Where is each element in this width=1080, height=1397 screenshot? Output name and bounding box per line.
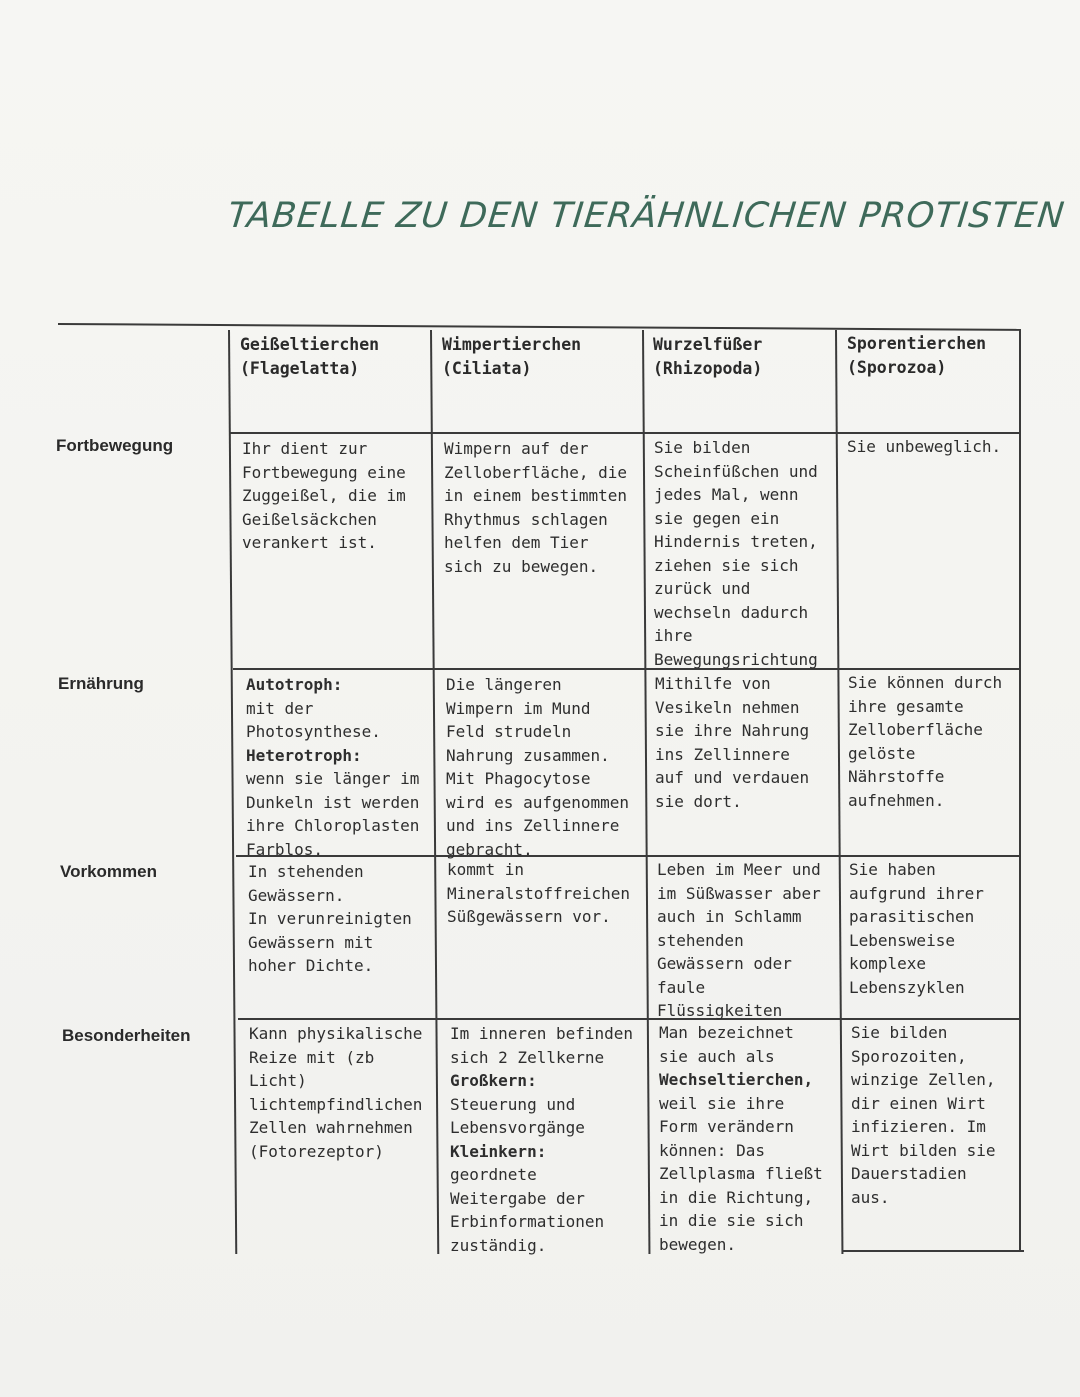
column-header-1: Geißeltierchen (Flagelatta) — [240, 335, 380, 378]
heterotroph-label: Heterotroph: — [246, 745, 362, 765]
kleinkern-label: Kleinkern: — [450, 1141, 547, 1161]
autotroph-label: Autotroph: — [246, 675, 343, 694]
cell-ernaehrung-geisseltierchen: Autotroph: mit der Photosynthese. Heterotroph: wenn sie länger im Dunkeln ist werden ihre Chloroplasten Farblos. — [246, 675, 420, 859]
table-bottom-line — [842, 1250, 1024, 1252]
header-bottom-line — [230, 432, 1021, 434]
cell-besonderheiten-wurzelfuesser: Man bezeichnet sie auch als Wechseltierchen, weil sie ihre Form verändern können: Das Zellplasma fließt in die Richtung, in die sie sich bewegen. — [659, 1023, 823, 1254]
cell-fortbewegung-wimpertierchen: Wimpern auf der Zelloberfläche, die in einem bestimmten Rhythmus schlagen helfen dem Tier sich zu bewegen. — [444, 439, 628, 576]
row-label-fortbewegung: Fortbewegung — [56, 436, 174, 455]
cell-ernaehrung-wimpertierchen: Die längeren Wimpern im Mund Feld strudeln Nahrung zusammen. Mit Phagocytose wird es aufgenommen und ins Zellinnere gebracht. — [446, 675, 630, 859]
cell-ernaehrung-sporentierchen: Sie können durch ihre gesamte Zelloberfläche gelöste Nährstoffe aufnehmen. — [848, 673, 1003, 810]
table-top-line — [58, 323, 1021, 331]
cell-vorkommen-wimpertierchen: kommt in Mineralstoffreichen Süßgewässern vor. — [447, 860, 631, 926]
column-header-3: Wurzelfüßer (Rhizopoda) — [653, 335, 763, 378]
row1-bottom-line — [233, 668, 1021, 670]
cell-besonderheiten-geisseltierchen: Kann physikalische Reize mit (zb Licht) lichtempfindlichen Zellen wahrnehmen (Fotorezeptor) — [249, 1024, 423, 1161]
col-line-2 — [430, 330, 439, 1254]
cell-fortbewegung-wurzelfuesser: Sie bilden Scheinfüßchen und jedes Mal, wenn sie gegen ein Hindernis treten, ziehen sie sich zurück und wechseln dadurch ihre Bewegungsrichtung — [654, 438, 818, 669]
cell-vorkommen-wurzelfuesser: Leben im Meer und im Süßwasser aber auch in Schlamm stehenden Gewässern oder faule Flüssigkeiten — [657, 860, 821, 1020]
row-label-besonderheiten: Besonderheiten — [62, 1026, 191, 1045]
row-label-vorkommen: Vorkommen — [60, 862, 157, 881]
col-line-1 — [228, 330, 237, 1254]
row3-bottom-line — [238, 1018, 1021, 1020]
cell-besonderheiten-sporentierchen: Sie bilden Sporozoiten, winzige Zellen, dir einen Wirt infizieren. Im Wirt bilden sie Dauerstadien aus. — [851, 1023, 996, 1207]
cell-ernaehrung-wurzelfuesser: Mithilfe von Vesikeln nehmen sie ihre Nahrung ins Zellinnere auf und verdauen sie dort. — [655, 674, 810, 811]
cell-vorkommen-geisseltierchen: In stehenden Gewässern. In verunreinigten Gewässern mit hoher Dichte. — [248, 862, 412, 975]
cell-besonderheiten-wimpertierchen: Im inneren befinden sich 2 Zellkerne Großkern: Steuerung und Lebensvorgänge Kleinkern: geordnete Weitergabe der Erbinformationen zuständig. — [450, 1024, 634, 1255]
row-label-ernaehrung: Ernährung — [58, 674, 144, 693]
cell-vorkommen-sporentierchen: Sie haben aufgrund ihrer parasitischen Lebensweise komplexe Lebenszyklen — [849, 860, 984, 997]
col-line-5 — [1019, 330, 1021, 1252]
cell-fortbewegung-sporentierchen: Sie unbeweglich. — [847, 437, 1002, 456]
page-title: TABELLE ZU DEN TIERÄHNLICHEN PROTISTEN — [225, 196, 1067, 236]
col-line-4 — [835, 330, 843, 1254]
col-line-3 — [642, 330, 650, 1254]
column-header-4: Sporentierchen (Sporozoa) — [847, 334, 987, 377]
column-header-2: Wimpertierchen (Ciliata) — [442, 335, 582, 378]
wechseltierchen-label: Wechseltierchen, — [659, 1070, 814, 1089]
grosskern-label: Großkern: — [450, 1071, 537, 1090]
cell-fortbewegung-geisseltierchen: Ihr dient zur Fortbewegung eine Zuggeißel, die im Geißelsäckchen verankert ist. — [242, 439, 406, 552]
